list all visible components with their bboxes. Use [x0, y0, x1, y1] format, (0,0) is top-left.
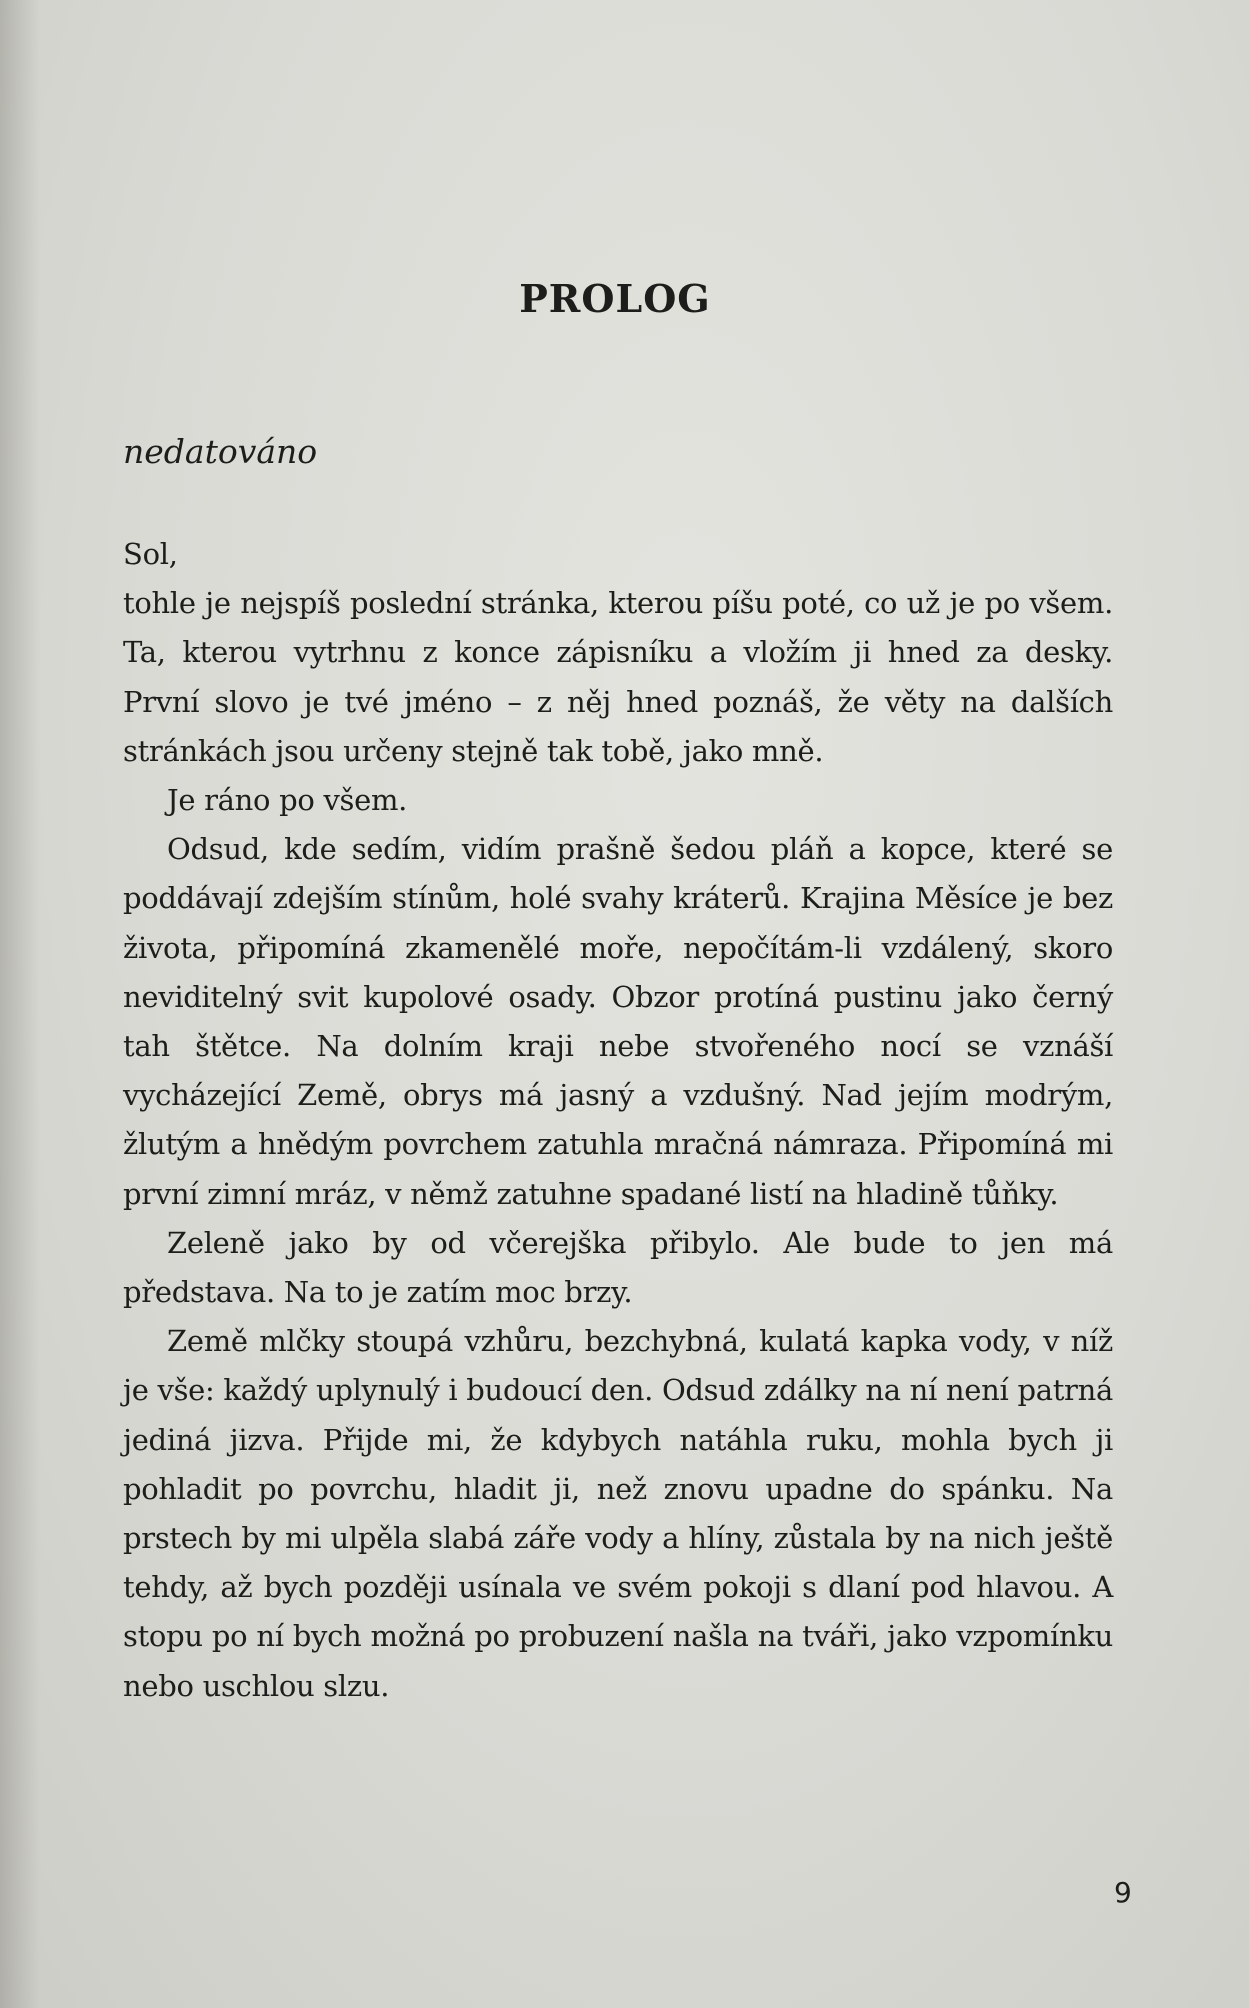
paragraph-3: Odsud, kde sedím, vidím prašně šedou pláň a kopce, které se poddávají zdejším stínům, holé svahy kráterů. Krajina Měsíce je bez života, připomíná zkamenělé moře, nepočítám-li vzdálený, skoro neviditelný svit kupolové osady. Obzor protíná pustinu jako černý tah štětce. Na dolním kraji nebe stvořeného nocí se vznáší vycházející Země, obrys má jasný a vzdušný. Nad jejím modrým, žlutým a hnědým povrchem zatuhla mračná námraza. Připomíná mi první zimní mráz, v němž zatuhne spadané listí na hladině tůňky. — [123, 832, 1113, 1211]
body-text — [123, 530, 1113, 1711]
date-note: nedatováno — [123, 432, 318, 471]
paragraph-2: Je ráno po všem. — [167, 783, 408, 818]
salutation: Sol, — [123, 537, 178, 571]
page-number: 9 — [1114, 1876, 1132, 1909]
paragraph-4: Zeleně jako by od včerejška přibylo. Ale bude to jen má představa. Na to je zatím moc brzy. — [123, 1225, 1113, 1310]
chapter-title: PROLOG — [519, 276, 711, 321]
paragraph-1: tohle je nejspíš poslední stránka, kterou píšu poté, co už je po všem. Ta, kterou vytrhnu z konce zápisníku a vložím ji hned za desky. První slovo je tvé jméno – z něj hned poznáš, že věty na dalších stránkách jsou určeny stejně tak tobě, jako mně. — [123, 586, 1113, 768]
paragraph-5: Země mlčky stoupá vzhůru, bezchybná, kulatá kapka vody, v níž je vše: každý uplynulý i budoucí den. Odsud zdálky na ní není patrná jediná jizva. Přijde mi, že kdybych natáhla ruku, mohla bych ji pohladit po povrchu, hladit ji, než znovu upadne do spánku. Na prstech by mi ulpěla slabá záře vody a hlíny, zůstala by na nich ještě tehdy, až bych později usínala ve svém pokoji s dlaní pod hlavou. A stopu po ní bych možná po probuzení našla na tváři, jako vzpomínku nebo uschlou slzu. — [123, 1324, 1113, 1703]
